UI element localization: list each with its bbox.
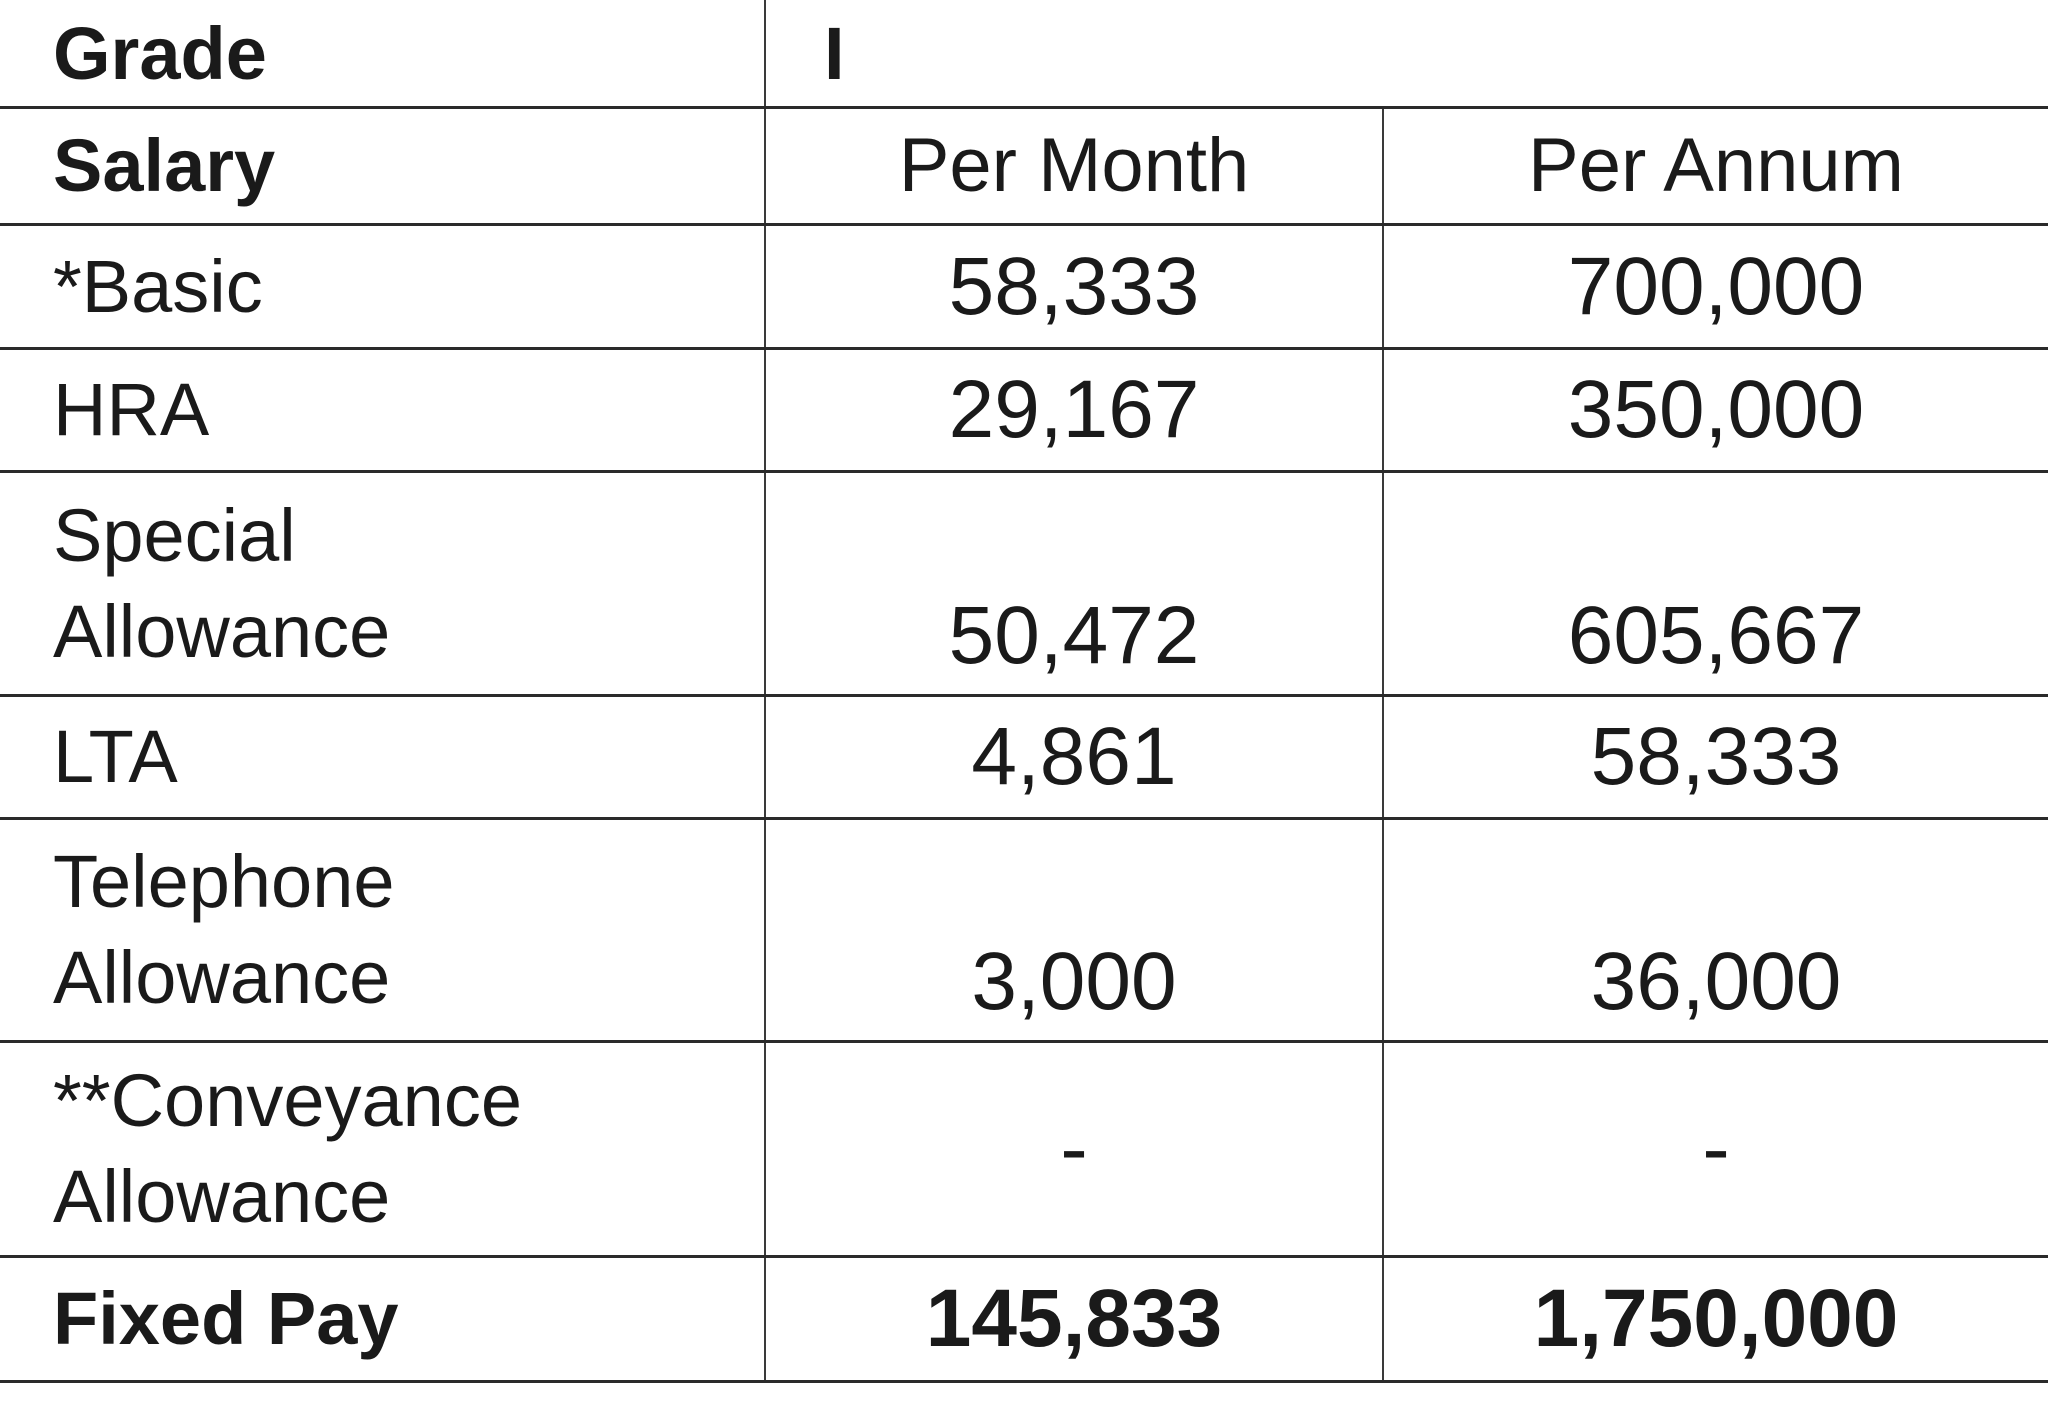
per-annum-value: 58,333 [1383, 696, 2048, 819]
table-row-basic [0, 225, 2048, 349]
table-row-conveyance-allowance [0, 1042, 2048, 1257]
table-row-telephone-allowance [0, 819, 2048, 1042]
per-month-value: 3,000 [765, 819, 1383, 1042]
per-month-value: 29,167 [765, 349, 1383, 472]
table-row-lta [0, 696, 2048, 819]
per-annum-value: - [1383, 1042, 2048, 1257]
per-month-value: 58,333 [765, 225, 1383, 349]
total-per-annum: 1,750,000 [1383, 1257, 2048, 1382]
per-month-value: 4,861 [765, 696, 1383, 819]
row-label: *Basic [0, 225, 765, 349]
row-label-line1: Special [53, 493, 296, 577]
row-label [0, 819, 765, 1042]
per-annum-value: 605,667 [1383, 472, 2048, 696]
per-annum-value: 700,000 [1383, 225, 2048, 349]
table-row-hra [0, 349, 2048, 472]
header-row [0, 108, 2048, 225]
per-month-header: Per Month [765, 108, 1383, 225]
per-annum-header: Per Annum [1383, 108, 2048, 225]
row-label [0, 1042, 765, 1257]
table-row-special-allowance [0, 472, 2048, 696]
grade-label: Grade [0, 0, 765, 108]
total-per-month: 145,833 [765, 1257, 1383, 1382]
row-label-line2: Allowance [53, 589, 391, 673]
row-label-line2: Allowance [53, 1155, 391, 1238]
grade-row [0, 0, 2048, 108]
salary-label: Salary [0, 108, 765, 225]
per-month-value: 50,472 [765, 472, 1383, 696]
per-annum-value: 36,000 [1383, 819, 2048, 1042]
per-annum-value: 350,000 [1383, 349, 2048, 472]
row-label [0, 472, 765, 696]
per-month-value: - [765, 1042, 1383, 1257]
table-row-fixed-pay [0, 1257, 2048, 1382]
row-label: HRA [0, 349, 765, 472]
total-label: Fixed Pay [0, 1257, 765, 1382]
grade-value: I [765, 0, 2048, 108]
row-label-line1: **Conveyance [53, 1059, 522, 1142]
row-label-line1: Telephone [53, 840, 395, 923]
row-label-line2: Allowance [53, 936, 391, 1019]
row-label: LTA [0, 696, 765, 819]
